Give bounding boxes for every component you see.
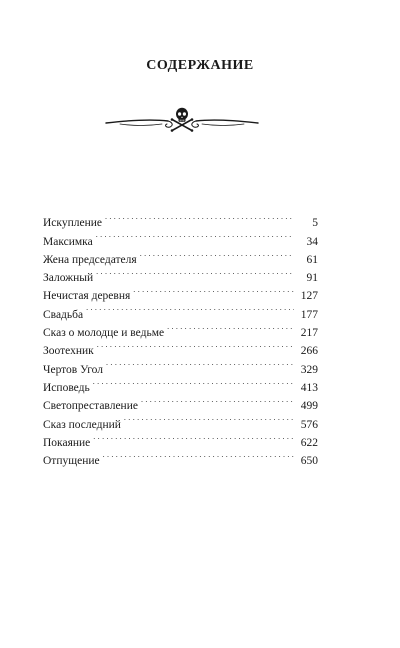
toc-entry-title: Свадьба bbox=[43, 308, 84, 321]
toc-dot-leader bbox=[86, 299, 294, 317]
toc-entry-title: Сказ последний bbox=[43, 418, 121, 431]
toc-entry-title: Заложный bbox=[43, 272, 94, 285]
toc-entry-page: 622 bbox=[300, 436, 318, 449]
toc-entry-page: 413 bbox=[300, 381, 318, 394]
toc-entry-title: Покаяние bbox=[43, 436, 91, 449]
page-title: СОДЕРЖАНИЕ bbox=[146, 58, 254, 73]
skull-flourish-ornament-icon bbox=[102, 103, 262, 135]
toc-entry-page: 61 bbox=[306, 253, 318, 266]
toc-entry-title: Жена председателя bbox=[43, 253, 137, 266]
toc-dot-leader bbox=[124, 409, 294, 427]
toc-dot-leader bbox=[93, 428, 294, 446]
toc-entry-page: 650 bbox=[300, 455, 318, 468]
toc-entry-title: Искупление bbox=[43, 217, 102, 230]
toc-entry-title: Нечистая деревня bbox=[43, 290, 131, 303]
table-of-contents bbox=[43, 208, 318, 468]
toc-dot-leader bbox=[97, 336, 294, 354]
toc-entry-title: Чертов Угол bbox=[43, 363, 104, 376]
toc-dot-leader bbox=[93, 373, 294, 391]
toc-entry-title: Сказ о молодце и ведьме bbox=[43, 327, 165, 340]
toc-dot-leader bbox=[140, 245, 294, 263]
toc-entry-page: 127 bbox=[300, 290, 318, 303]
toc-entry-page: 266 bbox=[300, 345, 318, 358]
toc-entry-title: Максимка bbox=[43, 235, 93, 248]
toc-dot-leader bbox=[141, 391, 294, 409]
toc-entry-page: 217 bbox=[300, 327, 318, 340]
toc-entry-title: Зоотехник bbox=[43, 345, 94, 358]
toc-entry-title: Светопреставление bbox=[43, 400, 138, 413]
toc-dot-leader bbox=[103, 446, 294, 464]
toc-entry-page: 91 bbox=[306, 272, 318, 285]
toc-dot-leader bbox=[167, 318, 294, 336]
toc-dot-leader bbox=[105, 208, 294, 226]
toc-dot-leader bbox=[106, 354, 294, 372]
toc-entry-page: 5 bbox=[312, 217, 318, 230]
toc-dot-leader bbox=[133, 281, 294, 299]
toc-dot-leader bbox=[96, 263, 294, 281]
toc-entry-page: 34 bbox=[306, 235, 318, 248]
toc-entry-page: 499 bbox=[300, 400, 318, 413]
toc-entry[interactable] bbox=[43, 208, 318, 230]
toc-entry-title: Исповедь bbox=[43, 381, 90, 394]
toc-entry-title: Отпущение bbox=[43, 455, 100, 468]
toc-entry-page: 177 bbox=[300, 308, 318, 321]
toc-entry-page: 329 bbox=[300, 363, 318, 376]
toc-dot-leader bbox=[96, 226, 294, 244]
toc-entry-page: 576 bbox=[300, 418, 318, 431]
